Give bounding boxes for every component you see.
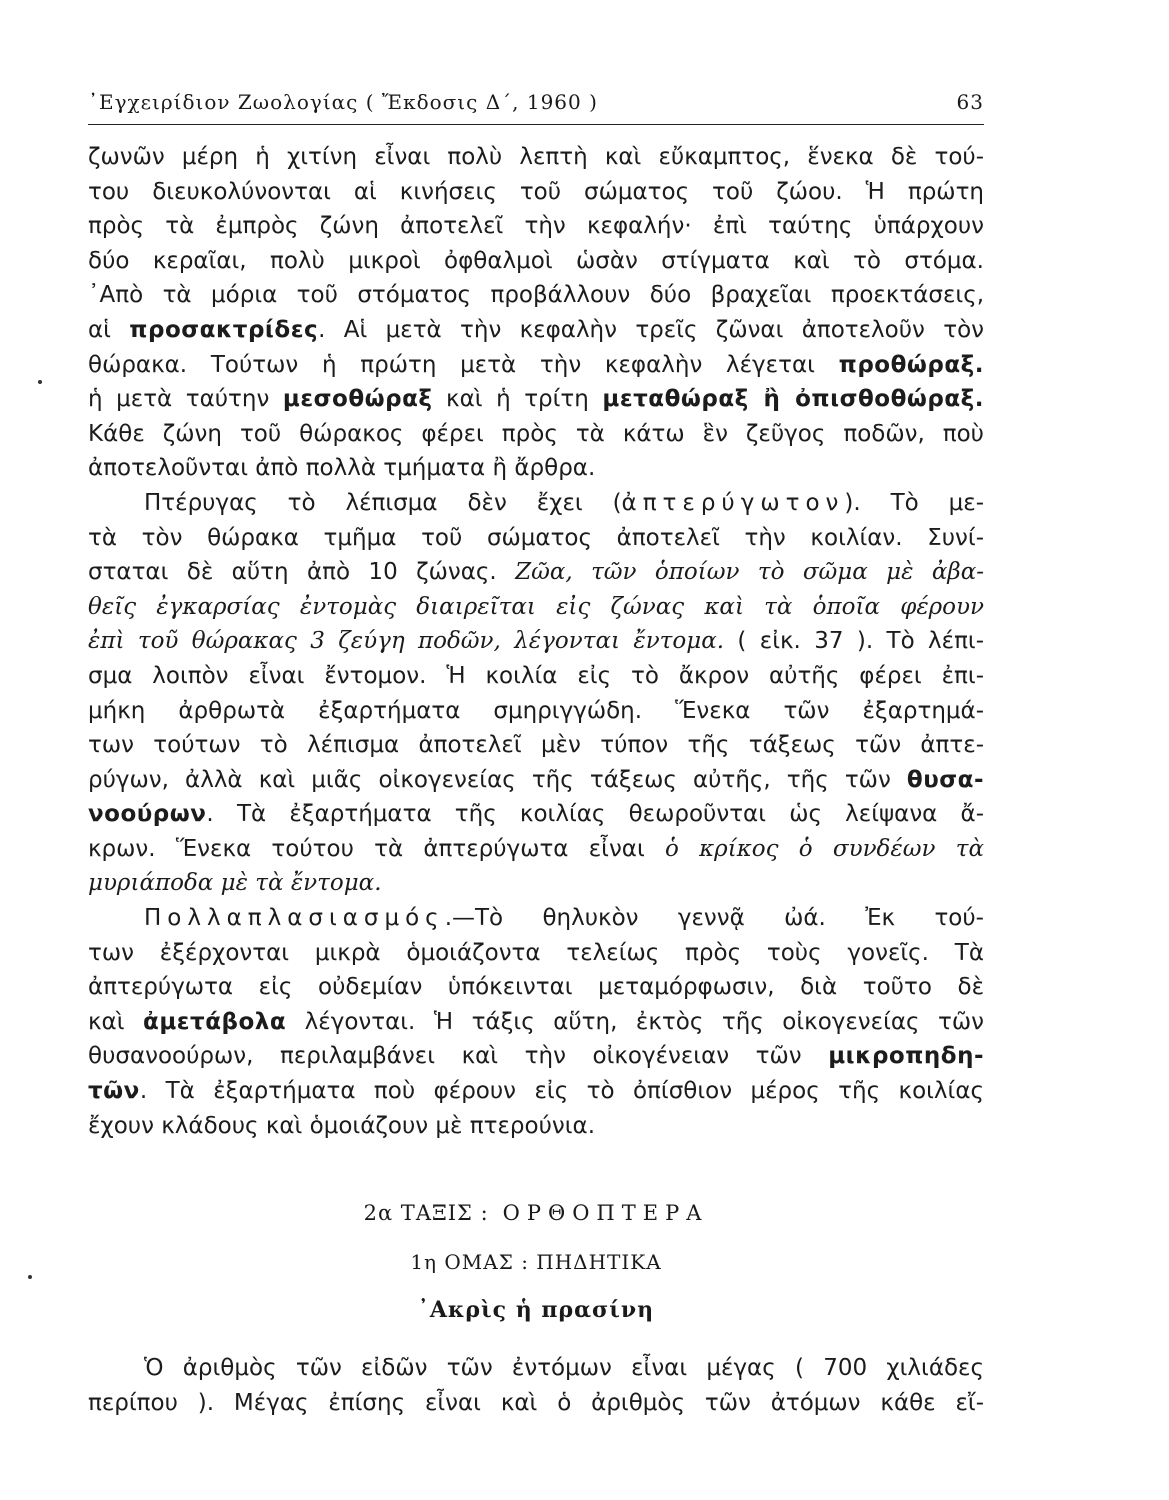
group-heading: 1η ΟΜΑΣ : ΠΗΔΗΤΙΚΑ [410, 1250, 662, 1274]
text-line [88, 313, 984, 348]
text-run: θυσανοούρων, περιλαμβάνει καὶ τὴν οἰκογένειαν τῶν [88, 1043, 829, 1070]
spaced-term: Πολλαπλασιασμός [144, 905, 445, 932]
text-line: ἔχουν κλάδους καὶ ὁμοιάζουν μὲ πτερούνια. [88, 1112, 596, 1139]
text-line: μήκη ἀρθρωτὰ ἐξαρτήματα σμηριγγώδη. Ἕνεκα τῶν ἐξαρτημά- [88, 697, 984, 724]
text-run: καὶ ἡ τρίτη [432, 386, 603, 413]
bold-term: μικροπηδη- [828, 1043, 984, 1070]
text-line: περίπου ). Μέγας ἐπίσης εἶναι καὶ ὁ ἀριθμὸς τῶν ἀτόμων κάθε εἴ- [88, 1389, 984, 1416]
text-line [88, 624, 984, 659]
bold-term: προθώραξ [838, 351, 975, 378]
text-line [88, 486, 984, 521]
order-heading [88, 1201, 984, 1225]
running-header [88, 84, 984, 125]
bold-term: μεταθώραξ ἢ ὀπισθοθώραξ [602, 386, 975, 413]
text-line: Ὁ ἀριθμὸς τῶν εἰδῶν τῶν ἐντόμων εἶναι μέγας ( 700 χιλιάδες [144, 1355, 984, 1381]
bold-term: ἀμετάβολα [143, 1008, 287, 1035]
text-line [88, 555, 984, 590]
bold-term: προσακτρίδες [129, 316, 319, 343]
text-run: . [974, 351, 984, 378]
text-line [88, 1005, 984, 1040]
text-line [88, 590, 984, 625]
italic-phrase: ὁ κρίκος ὁ συνδέων τὰ [665, 835, 984, 862]
species-heading: ᾿Ακρὶς ἡ πρασίνη [417, 1297, 655, 1323]
text-line: τὰ τὸν θώρακα τμῆμα τοῦ σώματος ἀποτελεῖ τὴν κοιλίαν. Συνί- [88, 524, 984, 551]
text-run: καὶ [88, 1008, 144, 1035]
text-run: . [974, 386, 984, 413]
text-line [88, 763, 984, 798]
bold-term: θυσα- [906, 766, 984, 793]
text-run: κρων. Ἕνεκα τούτου τὰ ἀπτερύγωτα εἶναι [88, 835, 665, 862]
text-run: . Τὰ ἐξαρτήματα τῆς κοιλίας θεωροῦνται ὡς λείψανα ἄ- [206, 801, 984, 828]
text-run: ἡ μετὰ ταύτην [88, 386, 283, 413]
text-line: ἀποτελοῦνται ἀπὸ πολλὰ τμήματα ἢ ἄρθρα. [88, 455, 596, 482]
bold-term: μεσοθώραξ [282, 386, 433, 413]
running-title: ᾿Εγχειρίδιον Ζωολογίας ( Ἔκδοσις Δ΄, 1960 ) [88, 90, 598, 114]
italic-definition: ἐπὶ τοῦ θώρακας 3 ζεύγη ποδῶν, λέγονται ἔντομα. [88, 628, 725, 655]
text-run: ρύγων, ἀλλὰ καὶ μιᾶς οἰκογενείας τῆς τάξεως αὐτῆς, τῆς τῶν [88, 766, 907, 793]
margin-speck [38, 380, 42, 384]
text-line [88, 866, 984, 901]
text-line: Κάθε ζώνη τοῦ θώρακος φέρει πρὸς τὰ κάτω ἓν ζεῦγος ποδῶν, ποὺ [88, 420, 984, 447]
page-number: 63 [956, 90, 984, 114]
text-line [88, 1074, 984, 1109]
text-line [88, 1039, 984, 1074]
text-line [88, 382, 984, 417]
order-prefix: 2α ΤΑΞΙΣ : [363, 1201, 489, 1225]
text-line: των ἐξέρχονται μικρὰ ὁμοιάζοντα τελείως πρὸς τοὺς γονεῖς. Τὰ [88, 939, 984, 966]
text-line [88, 832, 984, 867]
text-line: των τούτων τὸ λέπισμα ἀποτελεῖ μὲν τύπον τῆς τάξεως τῶν ἀπτε- [88, 732, 984, 759]
text-line: σμα λοιπὸν εἶναι ἔντομον. Ἡ κοιλία εἰς τὸ ἄκρον αὐτῆς φέρει ἐπι- [88, 662, 984, 689]
text-line: ζωνῶν μέρη ἡ χιτίνη εἶναι πολὺ λεπτὴ καὶ εὔκαμπτος, ἕνεκα δὲ τού- [88, 144, 984, 170]
text-line: πρὸς τὰ ἐμπρὸς ζώνη ἀποτελεῖ τὴν κεφαλήν· ἐπὶ ταύτης ὑπάρχουν [88, 213, 984, 240]
text-line [88, 797, 984, 832]
text-line: ᾿Απὸ τὰ μόρια τοῦ στόματος προβάλλουν δύο βραχεῖαι προεκτάσεις, [88, 282, 984, 309]
main-text-continued [88, 1351, 984, 1420]
text-line [88, 901, 984, 936]
text-run: θώρακα. Τούτων ἡ πρώτη μετὰ τὴν κεφαλὴν λέγεται [88, 351, 839, 378]
text-line: ἀπτερύγωτα εἰς οὐδεμίαν ὑπόκεινται μεταμόρφωσιν, διὰ τοῦτο δὲ [88, 974, 984, 1001]
margin-speck [28, 1275, 32, 1279]
main-text [88, 140, 984, 1143]
text-run: ). Τὸ με- [844, 489, 984, 516]
text-line: δύο κεραῖαι, πολὺ μικροὶ ὀφθαλμοὶ ὡσὰν στίγματα καὶ τὸ στόμα. [88, 247, 984, 274]
text-run: .—Τὸ θηλυκὸν γεννᾷ ὠά. Ἐκ τού- [444, 905, 984, 932]
italic-phrase: μυριάποδα μὲ τὰ ἔντομα. [88, 870, 382, 897]
text-run: . Τὰ ἐξαρτήματα ποὺ φέρουν εἰς τὸ ὀπίσθιον μέρος τῆς κοιλίας [139, 1078, 984, 1105]
order-name: ΟΡΘΟΠΤΕΡΑ [502, 1201, 709, 1225]
italic-definition: θεῖς ἐγκαρσίας ἐντομὰς διαιρεῖται εἰς ζώνας καὶ τὰ ὁποῖα φέρουν [88, 593, 984, 620]
italic-definition: Ζῶα, τῶν ὁποίων τὸ σῶμα μὲ ἀβα- [515, 559, 985, 586]
text-run: . Αἱ μετὰ τὴν κεφαλὴν τρεῖς ζῶναι ἀποτελοῦν τὸν [318, 316, 984, 343]
text-run: ( εἰκ. 37 ). Τὸ λέπι- [724, 628, 984, 655]
bold-term: τῶν [88, 1078, 140, 1105]
text-run: Πτέρυγας τὸ λέπισμα δὲν ἔχει ( [144, 489, 622, 516]
text-run: σταται δὲ αὕτη ἀπὸ 10 ζώνας. [88, 559, 516, 586]
text-line: του διευκολύνονται αἱ κινήσεις τοῦ σώματος τοῦ ζώου. Ἡ πρώτη [88, 178, 984, 205]
text-run: λέγονται. Ἡ τάξις αὕτη, ἐκτὸς τῆς οἰκογενείας τῶν [286, 1008, 984, 1035]
text-run: αἱ [88, 316, 130, 343]
bold-term: νοούρων [88, 801, 207, 828]
text-line [88, 348, 984, 383]
spaced-term: ἀπτερύγωτον [621, 489, 845, 516]
